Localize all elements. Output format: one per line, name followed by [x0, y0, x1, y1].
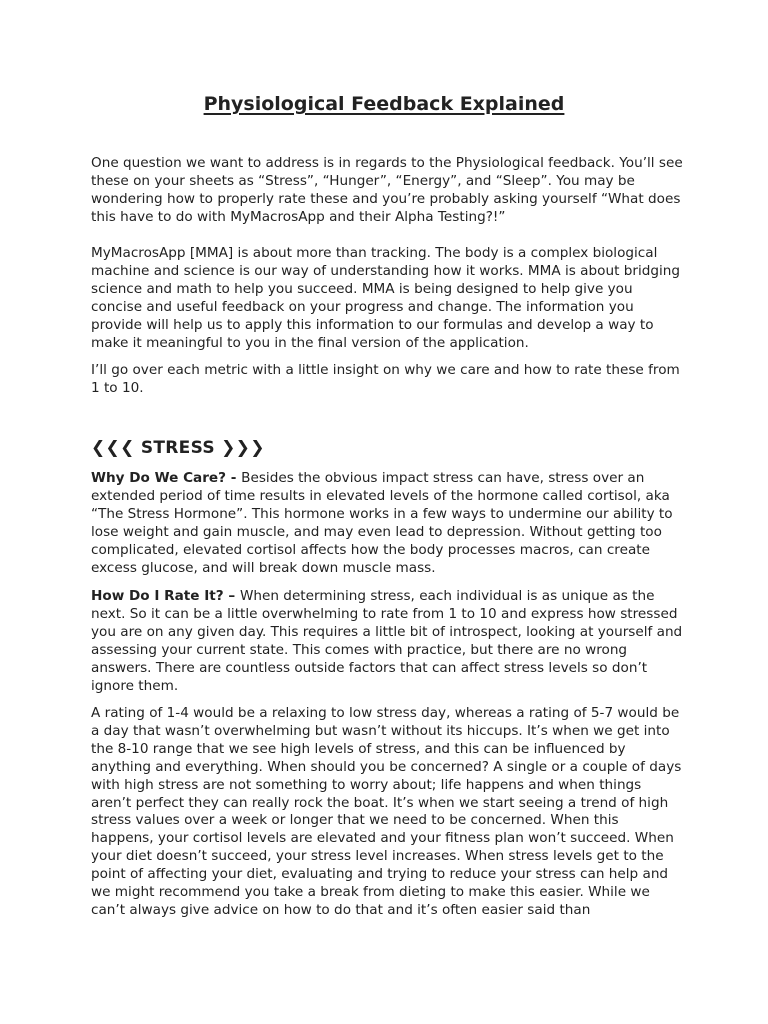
stress-how-label: How Do I Rate It? –	[91, 588, 240, 604]
stress-rating-paragraph: A rating of 1-4 would be a relaxing to low stress day, whereas a rating of 5-7 would be a day that wasn’t overwhelming but wasn’t without its hiccups. It’s when we get into the 8-10 range that we see high levels of stress, and this can be influenced by anything and everything. When should you be concerned? A single or a couple of days with high stress are not something to worry about; life happens and when things aren’t perfect they can really rock the boat. It’s when we start seeing a trend of high stress values over a week or longer that we need to be concerned. When this happens, your cortisol levels are elevated and your fitness plan won’t succeed. When your diet doesn’t succeed, your stress level increases. When stress levels get to the point of affecting your diet, evaluating and trying to reduce your stress can help and we might recommend you take a break from dieting to make this easier. While we can’t always give advice on how to do that and it’s often easier said than	[91, 705, 682, 918]
intro-paragraph-2: MyMacrosApp [MMA] is about more than tracking. The body is a complex biological machine and science is our way of understanding how it works. MMA is about bridging science and math to help you succeed. MMA is being designed to help give you concise and useful feedback on your progress and change. The information you provide will help us to apply this information to our formulas and develop a way to make it meaningful to you in the final version of the application.	[91, 245, 680, 351]
document-title	[0, 91, 768, 117]
stress-section-heading: ❮❮❮ STRESS ❯❯❯	[91, 438, 265, 458]
intro-paragraph-1: One question we want to address is in regards to the Physiological feedback. You’ll see these on your sheets as “Stress”, “Hunger”, “Energy”, and “Sleep”. You may be wondering how to properly rate these and you’re probably asking yourself “What does this have to do with MyMacrosApp and their Alpha Testing?!”	[91, 155, 683, 225]
stress-how-text: When determining stress, each individual is as unique as the next. So it can be a little overwhelming to rate from 1 to 10 and express how stressed you are on any given day. This requires a little bit of introspect, looking at yourself and assessing your current state. This comes with practice, but there are no wrong answers. There are countless outside factors that can affect stress levels so don’t ignore them.	[91, 588, 683, 694]
stress-why-paragraph	[91, 470, 683, 577]
stress-how-paragraph	[91, 588, 683, 695]
document-title-text: Physiological Feedback Explained	[203, 93, 565, 115]
stress-why-text: Besides the obvious impact stress can have, stress over an extended period of time results in elevated levels of the hormone called cortisol, aka “The Stress Hormone”. This hormone works in a few ways to undermine our ability to lose weight and gain muscle, and may even lead to depression. Without getting too complicated, elevated cortisol affects how the body processes macros, can create excess glucose, and will break down muscle mass.	[91, 470, 673, 576]
intro-paragraph-3: I’ll go over each metric with a little insight on why we care and how to rate these from 1 to 10.	[91, 362, 680, 396]
stress-why-label: Why Do We Care? -	[91, 470, 242, 486]
